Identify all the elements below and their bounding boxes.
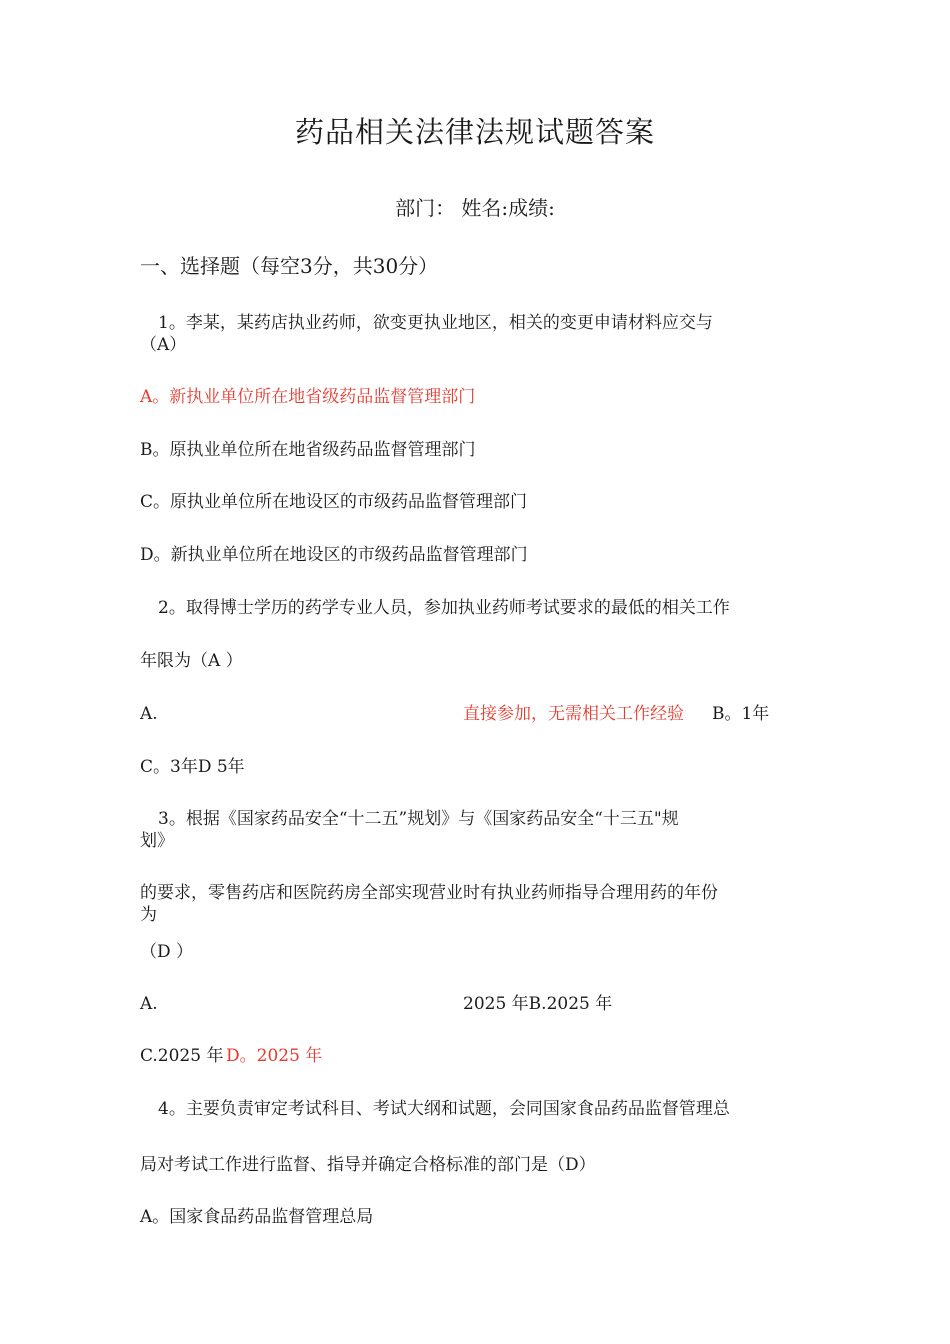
q3-stem-line3: 的要求，零售药店和医院药房全部实现营业时有执业药师指导合理用药的年份	[140, 883, 718, 903]
q2-stem: 2。取得博士学历的药学专业人员，参加执业药师考试要求的最低的相关工作	[158, 598, 730, 618]
q3-option-c: C.2025 年	[140, 1046, 224, 1066]
q1-stem-answer: （A）	[140, 335, 187, 355]
q1-option-d: D。新执业单位所在地设区的市级药品监督管理部门	[140, 545, 528, 565]
q2-option-cd: C。3年D 5年	[140, 757, 245, 777]
q1-option-b: B。原执业单位所在地省级药品监督管理部门	[140, 440, 476, 460]
section-heading: 一、选择题（每空3分，共30分）	[140, 254, 439, 278]
q4-option-a: A。国家食品药品监督管理总局	[140, 1207, 374, 1227]
q2-stem-line2: 年限为（A ）	[140, 651, 243, 671]
q4-stem-line2: 局对考试工作进行监督、指导并确定合格标准的部门是（D）	[140, 1155, 596, 1175]
q3-option-a-label: A.	[140, 994, 158, 1014]
q1-stem: 1。李某，某药店执业药师，欲变更执业地区，相关的变更申请材料应交与	[158, 313, 713, 333]
q2-option-a-label: A.	[140, 704, 158, 724]
header-fields: 部门： 姓名:成绩:	[395, 196, 555, 220]
q2-option-b: B。1年	[712, 704, 770, 724]
document-title: 药品相关法律法规试题答案	[294, 115, 655, 149]
q3-option-d: D。2025 年	[226, 1046, 323, 1066]
q3-answer: （D ）	[140, 942, 194, 962]
q3-stem-line2: 划》	[140, 831, 174, 851]
q1-option-a: A。新执业单位所在地省级药品监督管理部门	[140, 387, 476, 407]
q3-option-ab: 2025 年B.2025 年	[463, 994, 613, 1014]
q3-stem: 3。根据《国家药品安全“十二五”规划》与《国家药品安全“十三五"规	[158, 809, 679, 829]
q2-option-a-text: 直接参加，无需相关工作经验	[463, 704, 684, 724]
q3-stem-line4: 为	[140, 905, 157, 925]
q4-stem: 4。主要负责审定考试科目、考试大纲和试题，会同国家食品药品监督管理总	[158, 1099, 730, 1119]
q1-option-c: C。原执业单位所在地设区的市级药品监督管理部门	[140, 492, 528, 512]
